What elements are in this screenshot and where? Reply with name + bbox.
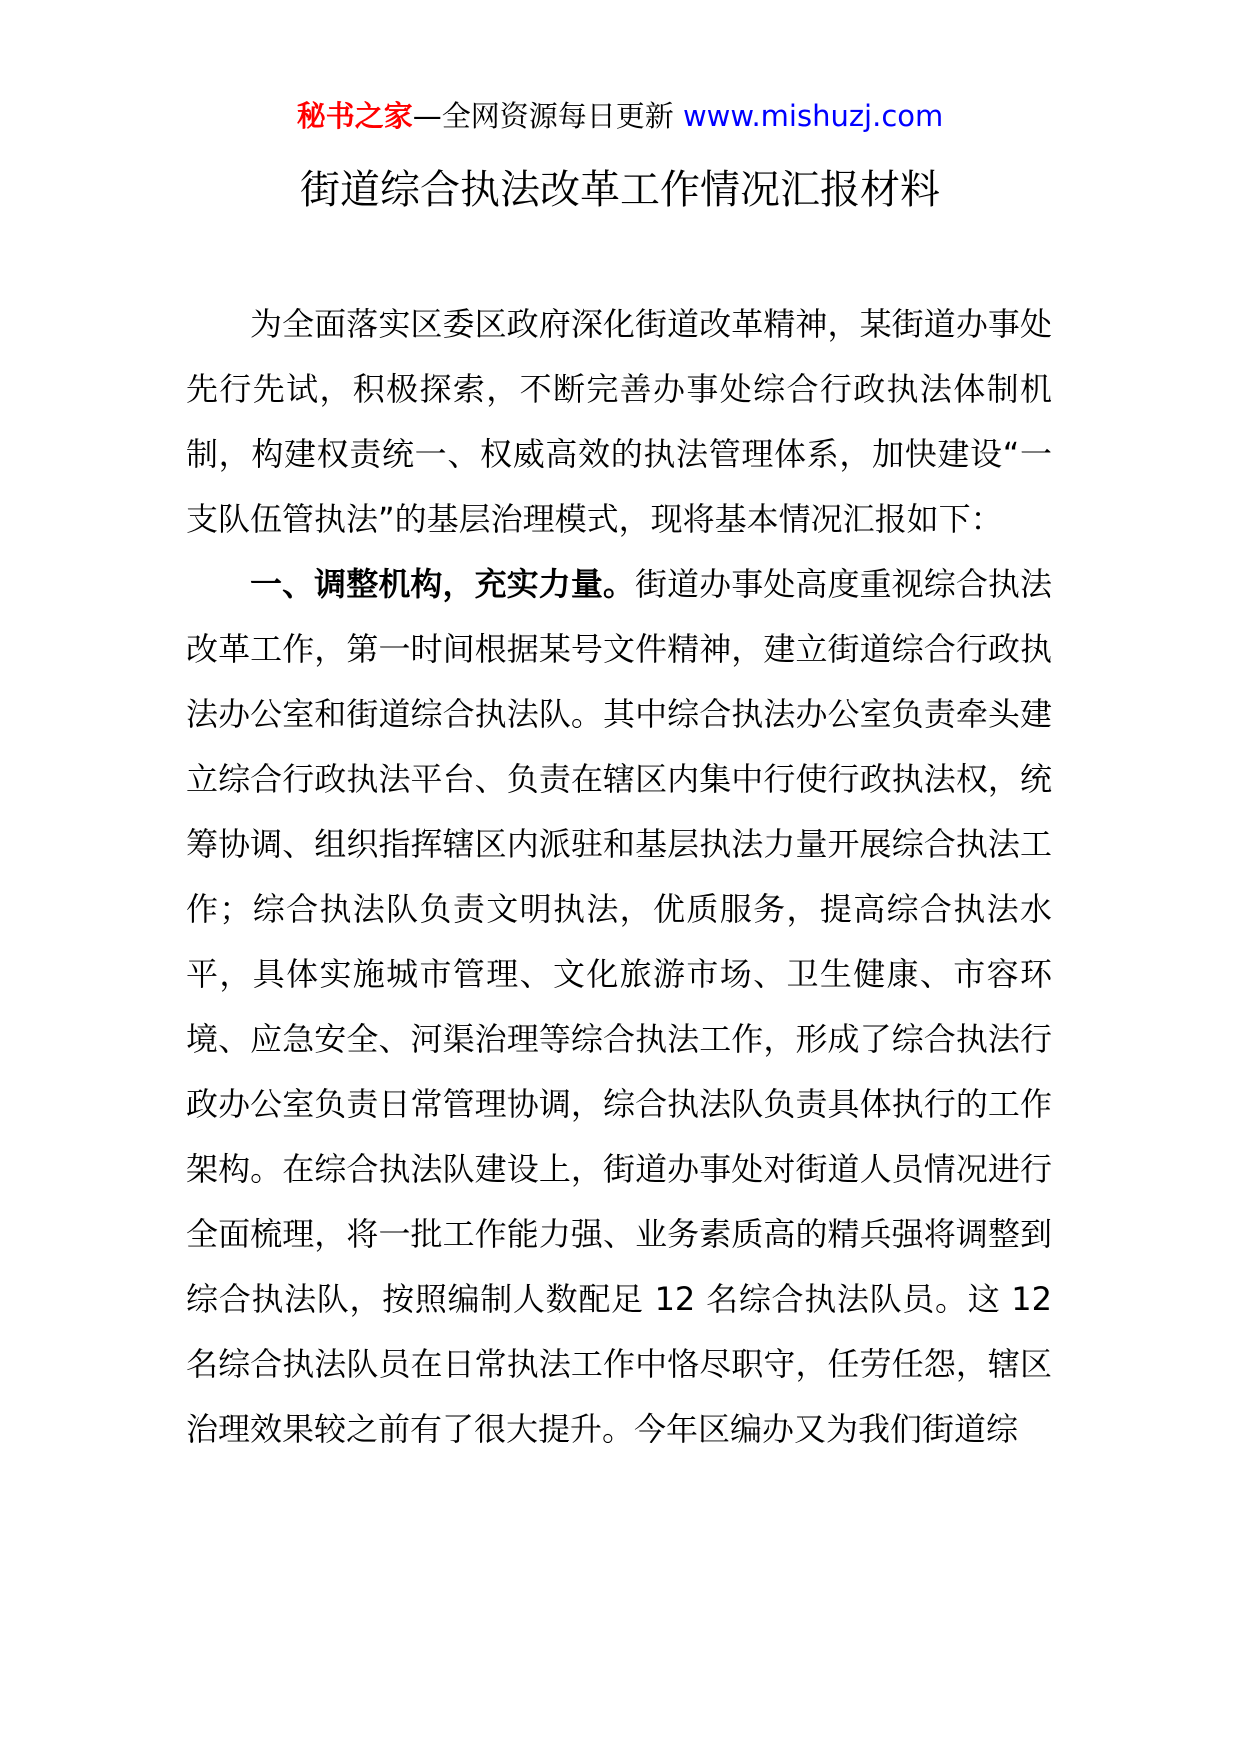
section-1-paragraph — [186, 552, 1052, 1462]
section-1-text: 街道办事处高度重视综合执法改革工作，第一时间根据某号文件精神，建立街道综合行政执法办公室和街道综合执法队。其中综合执法办公室负责牵头建立综合行政执法平台、负责在辖区内集中行使行政执法权，统筹协调、组织指挥辖区内派驻和基层执法力量开展综合执法工作；综合执法队负责文明执法，优质服务，提高综合执法水平，具体实施城市管理、文化旅游市场、卫生健康、市容环境、应急安全、河渠治理等综合执法工作，形成了综合执法行政办公室负责日常管理协调，综合执法队负责具体执行的工作架构。在综合执法队建设上，街道办事处对街道人员情况进行全面梳理，将一批工作能力强、业务素质高的精兵强将调整到综合执法队，按照编制人数配足 12 名综合执法队员。这 12 名综合执法队员在日常执法工作中恪尽职守，任劳任怨，辖区治理效果较之前有了很大提升。今年区编办又为我们街道综 — [186, 565, 1052, 1448]
document-title: 街道综合执法改革工作情况汇报材料 — [300, 167, 940, 213]
header-tagline: —全网资源每日更新 — [412, 99, 683, 133]
document-body — [186, 292, 1052, 1462]
site-header — [0, 96, 1240, 136]
intro-paragraph: 为全面落实区委区政府深化街道改革精神，某街道办事处先行先试，积极探索，不断完善办事处综合行政执法体制机制，构建权责统一、权威高效的执法管理体系，加快建设“一支队伍管执法”的基层治理模式，现将基本情况汇报如下： — [186, 305, 1052, 538]
site-url-link[interactable]: www.mishuzj.com — [682, 99, 944, 133]
section-1-heading: 一、调整机构，充实力量。 — [250, 565, 635, 603]
brand-name: 秘书之家 — [296, 99, 413, 133]
